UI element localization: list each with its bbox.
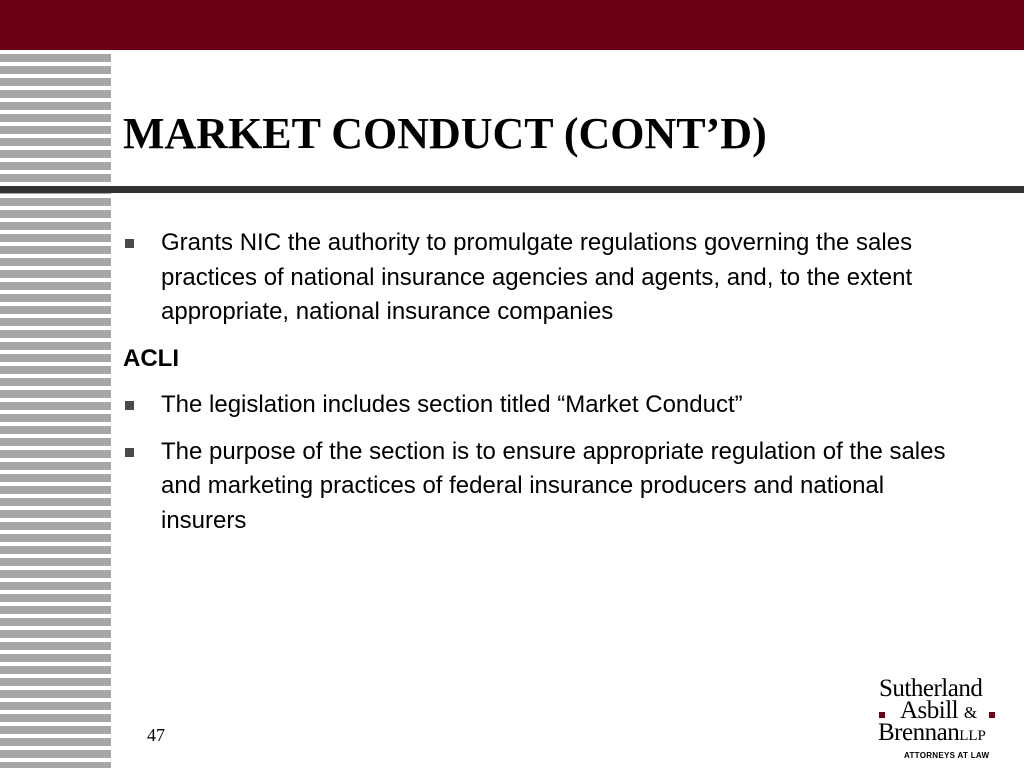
- bullet-text: The legislation includes section titled “Market Conduct”: [161, 391, 743, 418]
- bullet-item: [123, 435, 953, 539]
- bullet-item: [123, 388, 953, 423]
- bullet-item: [123, 226, 953, 330]
- logo-asbill-text: Asbill: [900, 697, 959, 724]
- slide-body: [123, 226, 953, 550]
- logo-tagline: ATTORNEYS AT LAW: [904, 751, 990, 760]
- firm-logo: [874, 676, 1004, 764]
- striped-sidebar: [0, 50, 111, 768]
- top-banner: [0, 0, 1024, 50]
- logo-square-icon: [879, 712, 885, 718]
- logo-square-icon: [989, 712, 995, 718]
- bullet-text: Grants NIC the authority to promulgate regulations governing the sales practices of national insurance agencies and agents, and, to the extent appropriate, national insurance companies: [161, 229, 913, 325]
- section-heading: ACLI: [123, 344, 179, 372]
- slide-title: MARKET CONDUCT (CONT’D): [123, 109, 767, 158]
- page-number: 47: [147, 725, 165, 745]
- logo-ampersand: &: [963, 703, 977, 722]
- square-bullet-icon: [125, 239, 134, 248]
- logo-line-brennan: [878, 720, 986, 749]
- title-divider: [0, 186, 1024, 193]
- logo-brennan-text: Brennan: [878, 719, 960, 746]
- logo-llp-text: LLP: [959, 728, 986, 744]
- square-bullet-icon: [125, 448, 134, 457]
- square-bullet-icon: [125, 401, 134, 410]
- logo-line-sutherland: Sutherland: [879, 675, 983, 702]
- bullet-text: The purpose of the section is to ensure appropriate regulation of the sales and marketing practices of federal insurance producers and national insurers: [161, 437, 946, 534]
